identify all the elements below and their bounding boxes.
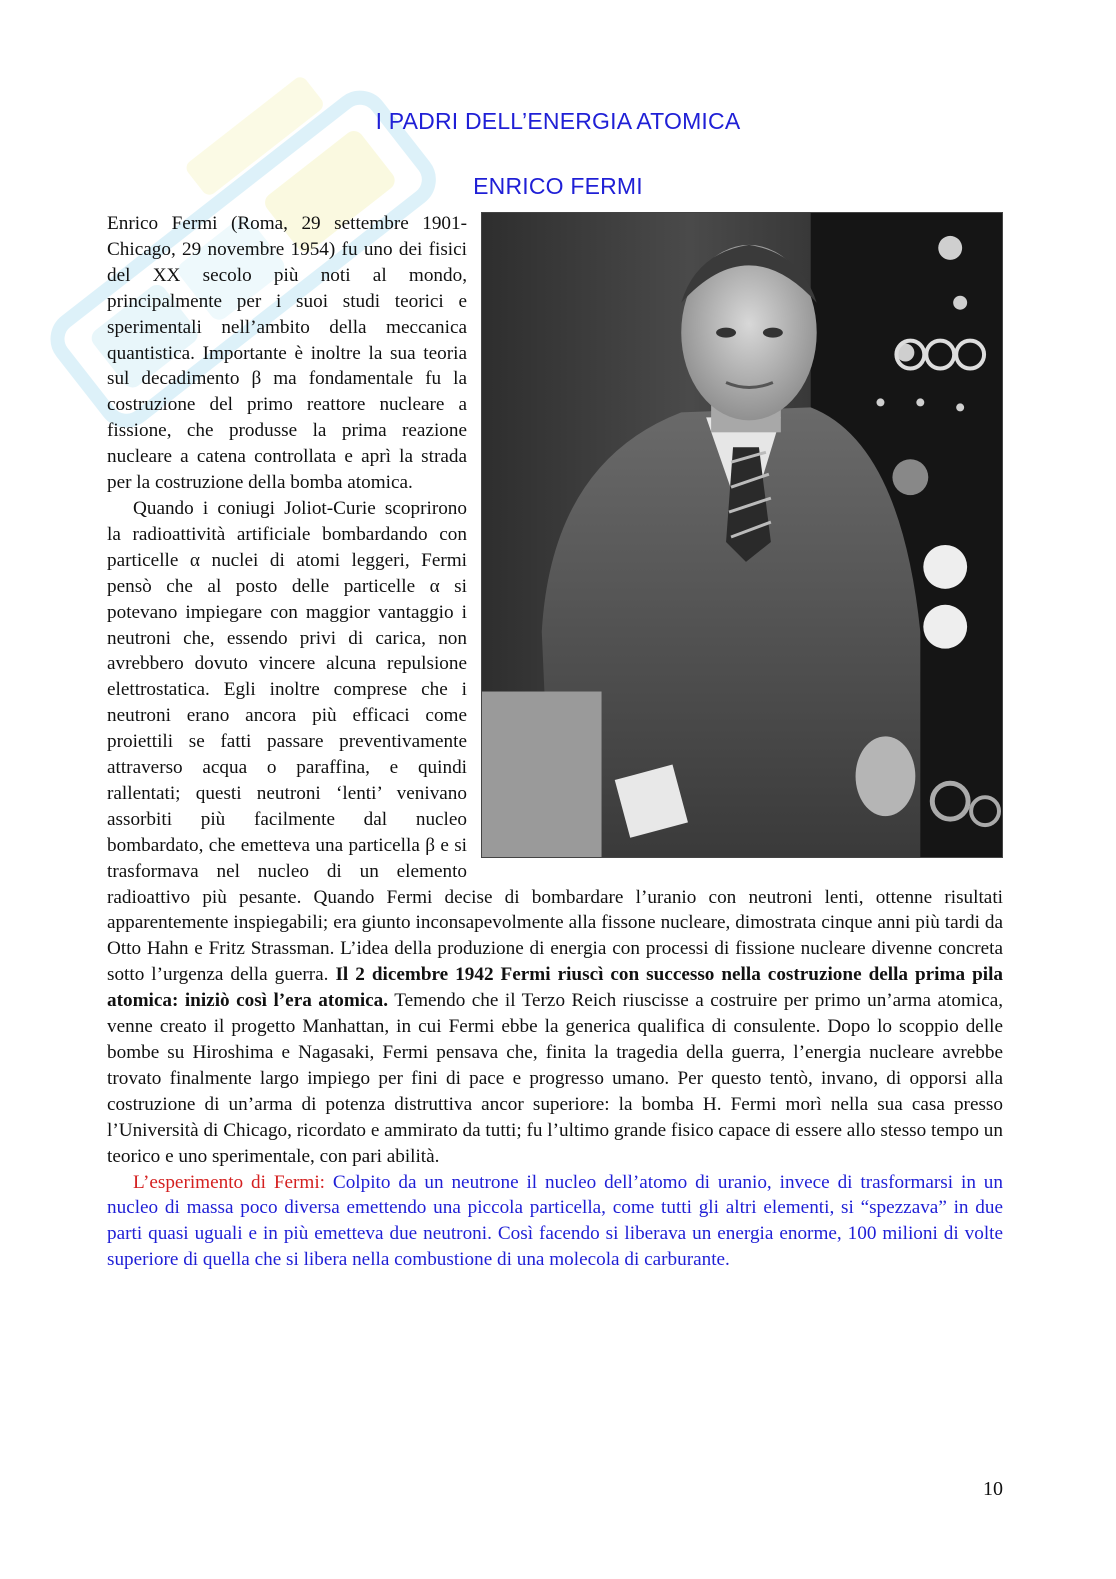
section-title: ENRICO FERMI	[473, 173, 643, 199]
experiment-text: Colpito da un neutrone il nucleo dell’atomo di uranio, invece di trasformarsi in un nucleo di massa poco diversa emettendo una piccola particella, come tutti gli altri elementi, si “spezzava” in due parti quasi uguali e in più emetteva due neutroni. Così facendo si liberava un energia enorme, 100 milioni di volte superiore di quella che si libera nella combustione di una molecola di carburante.	[107, 1171, 1003, 1271]
article-body	[107, 211, 1003, 1273]
portrait-photo	[481, 212, 1003, 858]
page-title: I PADRI DELL’ENERGIA ATOMICA	[375, 108, 741, 134]
experiment-label: L’esperimento di Fermi:	[133, 1171, 325, 1193]
paragraph-manhattan-text: Temendo che il Terzo Reich riuscisse a costruire per primo un’arma atomica, venne creato il progetto Manhattan, in cui Fermi ebbe la generica qualifica di consulente. Dopo lo scoppio delle bombe su Hiroshima e Nagasaki, Fermi pensava che, finita la tragedia della guerra, l’energia nucleare avrebbe trovato finalmente largo impiego per fini di pace e progresso umano. Per questo tentò, invano, di opporsi alla costruzione di un’arma di potenza distruttiva ancor superiore: la bomba H. Fermi morì nella sua casa presso l’Università di Chicago, ricordato e ammirato da tutti; fu l’ultimo grande fisico capace di essere allo stesso tempo un teorico e uno sperimentale, con pari abilità.	[107, 990, 1004, 1167]
portrait-photo-icon	[482, 213, 1002, 857]
paragraph-intro: Enrico Fermi (Roma, 29 settembre 1901-Chicago, 29 novembre 1954) fu uno dei fisici del XX secolo più noti al mondo, principalmente per i suoi studi teorici e sperimentali nell’ambito della meccanica quantistica. Importante è inoltre la sua teoria sul decadimento β ma fondamentale fu la costruzione del primo reattore nucleare a fissione, che produsse la prima reazione nucleare a catena controllata e aprì la strada per la costruzione della bomba atomica.	[107, 213, 467, 494]
paragraph-highlight: Il 2 dicembre 1942 Fermi riuscì con successo nella costruzione della prima pila atomica: iniziò così l’era atomica.	[107, 964, 1004, 1012]
paragraph-discovery-text: Quando i coniugi Joliot-Curie scoprirono la radioattività artificiale bombardando con particelle α nuclei di atomi leggeri, Fermi pensò che al posto delle particelle α si potevano impiegare con maggior vantaggio i neutroni che, essendo privi di carica, non avrebbero dovuto vincere alcuna repulsione elettrostatica. Egli inoltre comprese che i neutroni erano ancora più efficaci come proiettili se fatti passare preventivamente attraverso acqua o paraffina, e quindi rallentati; questi neutroni ‘lenti’ venivano assorbiti più facilmente dal nucleo bombardato, che emetteva una particella β e si trasformava nel nucleo di un elemento radioattivo più pesante. Quando Fermi decise di bombardare l’uranio con neutroni lenti, ottenne risultati apparentemente inspiegabili; era giunto inconsapevolmente alla fissone nucleare, dimostrata cinque anni più tardi da Otto Hahn e Fritz Strassman. L’idea della produzione di energia con processi di fissione nucleare divenne concreta sotto l’urgenza della guerra.	[107, 497, 1003, 986]
paragraph-experiment	[107, 1170, 1003, 1274]
page-number: 10	[983, 1478, 1003, 1500]
